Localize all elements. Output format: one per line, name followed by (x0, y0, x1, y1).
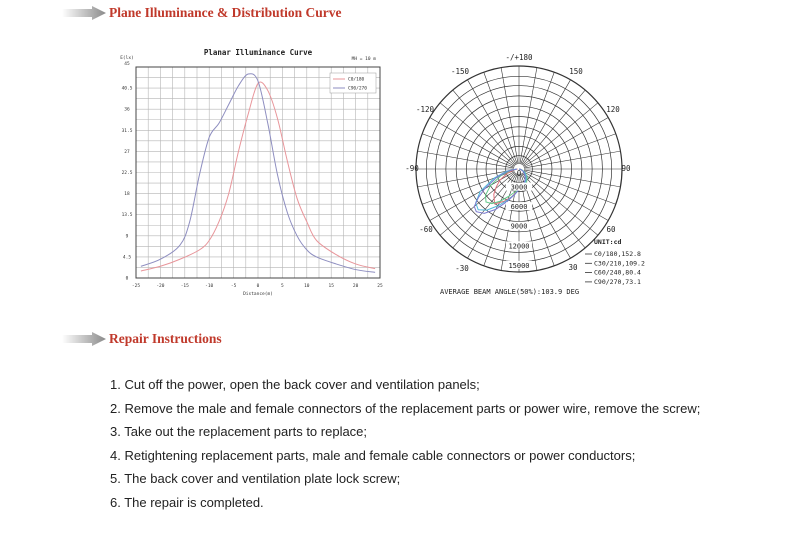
polar-spoke (524, 170, 620, 187)
x-tick-label: -10 (205, 284, 214, 289)
y-tick-label: 4.5 (122, 255, 132, 261)
x-tick-label: 25 (377, 284, 383, 289)
repair-step: 3. Take out the replacement parts to replace; (110, 424, 368, 439)
radial-value-label: 6000 (510, 203, 528, 212)
angle-label: 60 (606, 225, 616, 234)
y-axis-label: E(lx) (120, 56, 134, 61)
polar-spoke (468, 80, 517, 165)
y-tick-label: 40.5 (121, 86, 133, 92)
y-tick-label: 13.5 (121, 213, 133, 219)
section-header-repair (62, 331, 222, 347)
polar-spoke (501, 68, 518, 164)
beam-angle-text: AVERAGE BEAM ANGLE(50%):103.9 DEG (440, 288, 580, 296)
angle-label: 30 (568, 263, 578, 272)
radial-value-label: 12000 (508, 242, 530, 251)
legend-label: C60/240,80.4 (594, 268, 641, 277)
repair-step: 4. Retightening replacement parts, male and female cable connectors or power conductors; (110, 447, 636, 463)
polar-spoke (418, 170, 514, 187)
x-tick-label: -20 (156, 284, 165, 289)
polar-spoke (523, 103, 598, 166)
y-tick-label: 31.5 (121, 128, 133, 134)
polar-spoke (418, 151, 514, 168)
unit-label: UNIT:cd (594, 238, 622, 246)
polar-spoke (523, 118, 608, 167)
angle-label: -120 (415, 105, 435, 114)
x-tick-label: 20 (352, 284, 359, 289)
legend-label: C0/180,152.8 (594, 250, 641, 258)
legend-label: C90/270 (348, 86, 367, 92)
angle-label: 150 (569, 67, 583, 76)
polar-spoke (522, 90, 585, 165)
polar-spoke (522, 80, 571, 165)
x-tick-label: 15 (328, 284, 334, 289)
repair-step: 1. Cut off the power, open the back cover and ventilation panels; (110, 377, 480, 392)
x-tick-label: -25 (131, 284, 141, 289)
legend-label: C90/270,73.1 (594, 277, 641, 286)
y-tick-label: 18 (124, 192, 130, 198)
x-tick-label: -5 (230, 284, 237, 289)
polar-spoke (453, 90, 516, 165)
x-tick-label: -15 (180, 284, 189, 289)
legend-label: C30/210,109.2 (594, 259, 645, 268)
angle-label: 0 (516, 169, 522, 178)
section-title: Repair Instructions (109, 331, 222, 346)
arrow-bullet-icon (62, 332, 106, 346)
angle-label: -60 (419, 225, 433, 234)
radial-value-label: 3000 (510, 183, 528, 192)
repair-steps-list (110, 373, 700, 514)
mounting-height-label: MH = 10 m (351, 57, 376, 62)
polar-spoke (440, 103, 515, 166)
x-tick-label: 0 (256, 284, 260, 289)
x-axis-label: Distance(m) (243, 292, 273, 297)
y-tick-label: 9 (125, 234, 129, 240)
x-tick-label: 5 (281, 284, 284, 289)
angle-label: -/+180 (505, 53, 533, 62)
angle-label: 90 (621, 164, 631, 173)
angle-label: -30 (455, 264, 469, 273)
repair-step: 2. Remove the male and female connectors of the replacement parts or power wire, remove the screw; (110, 400, 701, 416)
y-tick-label: 36 (124, 107, 130, 113)
repair-step: 5. The back cover and ventilation plate lock screw; (110, 471, 401, 486)
polar-spoke (524, 151, 620, 168)
y-tick-label: 0 (125, 276, 129, 282)
polar-spoke (520, 68, 537, 164)
angle-label: -90 (405, 164, 419, 173)
radial-value-label: 9000 (510, 222, 528, 231)
polar-distribution-chart (405, 53, 645, 296)
x-tick-label: 10 (304, 284, 310, 289)
legend-label: C0/180 (348, 77, 365, 83)
chart-title: Planar Illuminance Curve (203, 48, 313, 57)
planar-illuminance-chart (120, 48, 383, 297)
radial-value-label: 15000 (508, 261, 530, 270)
polar-spoke (523, 172, 608, 221)
section-title: Plane Illuminance & Distribution Curve (109, 5, 342, 20)
angle-label: 120 (606, 105, 620, 114)
polar-spoke (523, 172, 598, 235)
y-tick-label: 27 (124, 149, 130, 155)
angle-label: -150 (450, 67, 470, 76)
y-tick-label: 45 (124, 62, 130, 67)
y-tick-label: 22.5 (121, 171, 133, 176)
polar-spoke (430, 118, 515, 167)
repair-step: 6. The repair is completed. (110, 494, 264, 510)
